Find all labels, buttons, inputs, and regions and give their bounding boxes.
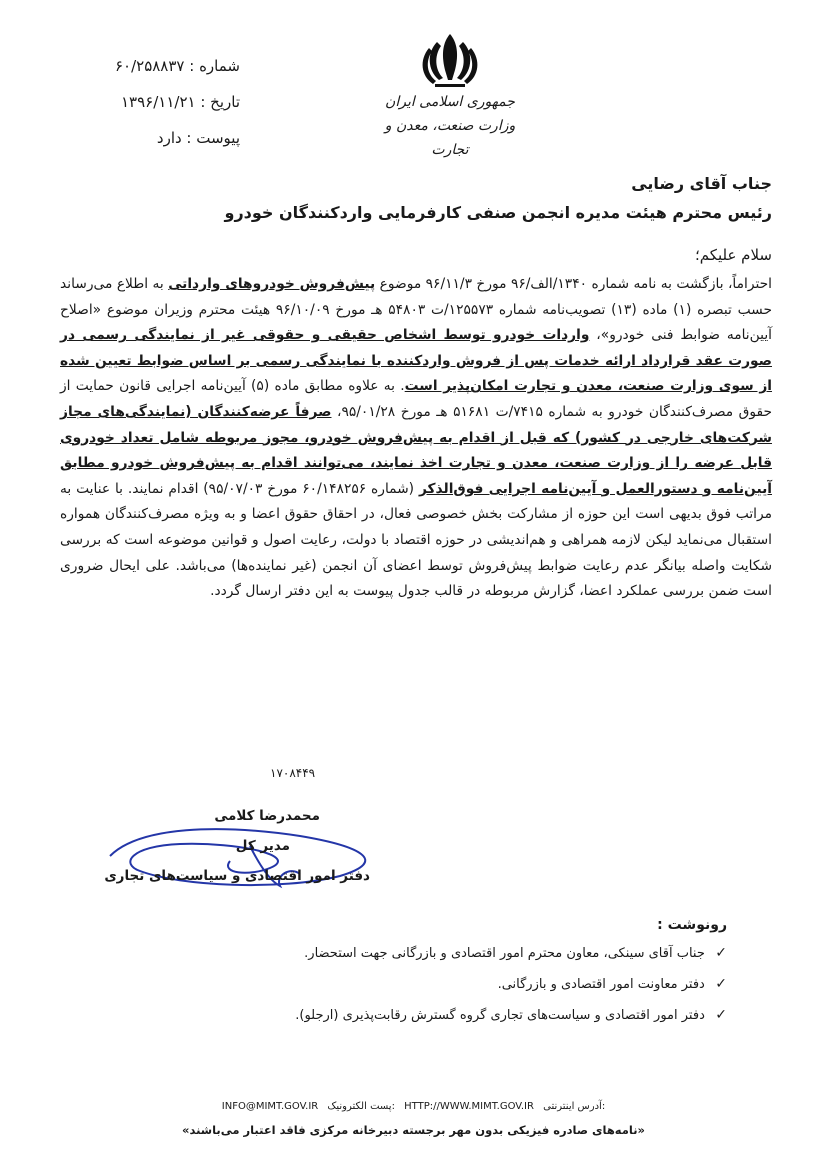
signer-name: محمدرضا کلامی [214,808,320,824]
body-text-segment: (شماره ۶۰/۱۴۸۲۵۶ مورخ ۹۵/۰۷/۰۳) اقدام نمایند. با عنایت به مراتب فوق بدیهی است این حوزه از مشارکت بخش خصوصی فعال، در احقاق حقوق اعضا و به ویژه مصرف‌کنندگان همواره استقبال می‌نماید لیکن لازمه همراهی و هم‌اندیشی در حوزه اقتصاد با دولت، رعایت اصول و قوانین موضوعه است که بررسی شکایت واصله بیانگر عدم رعایت ضوابط پیش‌فروش توسط اعضای آن انجمن (غیر نماینده‌ها) می‌باشد. علی ایحال ضروری است ضمن بررسی عملکرد اعضا، گزارش مربوطه در قالب جدول پیوست به این دفتر ارسال گردد. [60,480,772,600]
footer-email: INFO@MIMT.GOV.IR [221,1101,319,1112]
body-highlight-segment: پیش‌فروش خودروهای وارداتی [168,276,376,292]
body-paragraph [60,272,772,605]
signature-block [100,808,400,898]
registration-number: ۱۷۰۸۴۴۹ [270,766,316,780]
footer-contact [0,1098,827,1116]
footer-address-label: آدرس اینترنتی: [543,1101,606,1112]
check-icon: ✓ [715,1007,727,1023]
cc-item [127,1000,727,1031]
letter-attachment: پیوست : دارد [156,129,240,147]
body-text-segment: احتراماً، بازگشت به نامه شماره ۱۳۴۰/الف/۹۶ مورخ ۹۶/۱۱/۳ موضوع [375,276,773,292]
letterhead [370,30,530,170]
body-highlight-segment: صرفاً عرضه‌کنندگان (نمایندگی‌های مجاز شرکت‌های خارجی در کشور) که قبل از اقدام به پیش‌فروش خودرو، مجوز مربوطه شامل تعداد خودروی قابل عرضه را از وزارت صنعت، معدن و تجارت اخذ نمایند، می‌توانند اقدام به پیش‌فروش خودرو مطابق آیین‌نامه و دستورالعمل و آیین‌نامه اجرایی فوق‌الذکر [60,403,772,497]
cc-item [127,938,727,969]
letter-number: شماره : ۶۰/۲۵۸۸۳۷ [114,57,240,75]
body-text-segment: . به علاوه مطابق ماده (۵) آیین‌نامه اجرایی قانون حمایت از حقوق مصرف‌کنندگان خودرو به شماره ۷۴۱۵/ت ۵۱۶۸۱ هـ مورخ ۹۵/۰۱/۲۸، [60,378,773,420]
letter-meta [60,48,240,156]
check-icon: ✓ [715,945,727,961]
cc-title: رونوشت : [657,917,727,933]
iran-emblem-icon [415,30,485,90]
footer-note: «نامه‌های صادره فیزیکی بدون مهر برجسته دبیرخانه مرکزی فاقد اعتبار می‌باشند» [182,1123,645,1137]
letter-body [60,272,772,605]
check-icon: ✓ [715,976,727,992]
cc-item-text: جناب آقای سینکی، معاون محترم امور اقتصادی و بازرگانی جهت استحضار. [304,946,705,961]
addressee-name: جناب آقای رضایی [631,174,772,193]
signature-scribble-icon [100,816,400,896]
signer-role: مدیر کل [235,838,290,854]
footer [0,1098,827,1144]
signer-department: دفتر امور اقتصادی و سیاست‌های تجاری [104,868,370,884]
cc-section [127,912,727,1031]
footer-email-label: پست الکترونیک: [327,1101,395,1112]
greeting: سلام علیکم؛ [694,246,772,264]
cc-item-text: دفتر امور اقتصادی و سیاست‌های تجاری گروه گسترش رقابت‌پذیری (ارجلو). [295,1008,705,1023]
footer-website: HTTP://WWW.MIMT.GOV.IR [404,1101,534,1112]
letter-date: تاریخ : ۱۳۹۶/۱۱/۲۱ [121,93,240,111]
ministry-name: وزارت صنعت، معدن و تجارت [384,118,516,158]
addressee [72,170,772,228]
republic-name: جمهوری اسلامی ایران [385,94,515,110]
addressee-title: رئیس محترم هیئت مدیره انجمن صنفی کارفرمایی واردکنندگان خودرو [224,203,772,222]
body-highlight-segment: واردات خودرو توسط اشخاص حقیقی و حقوقی غیر از نمایندگی رسمی در صورت عقد قرارداد ارائه خدمات پس از فروش واردکننده با نمایندگی رسمی بر اساس ضوابط تعیین شده از سوی وزارت صنعت، معدن و تجارت امکان‌پذیر است [60,327,772,395]
cc-item-text: دفتر معاونت امور اقتصادی و بازرگانی. [497,977,705,992]
cc-item [127,969,727,1000]
body-text-segment: به اطلاع می‌رساند حسب تبصره (۱) ماده (۱۳) تصویب‌نامه شماره ۱۲۵۵۷۳/ت ۵۴۸۰۳ هـ مورخ ۹۶/۱۰/۰۹ هیئت محترم وزیران موضوع «اصلاح آیین‌نامه ضوابط فنی خودرو»، [60,276,772,344]
